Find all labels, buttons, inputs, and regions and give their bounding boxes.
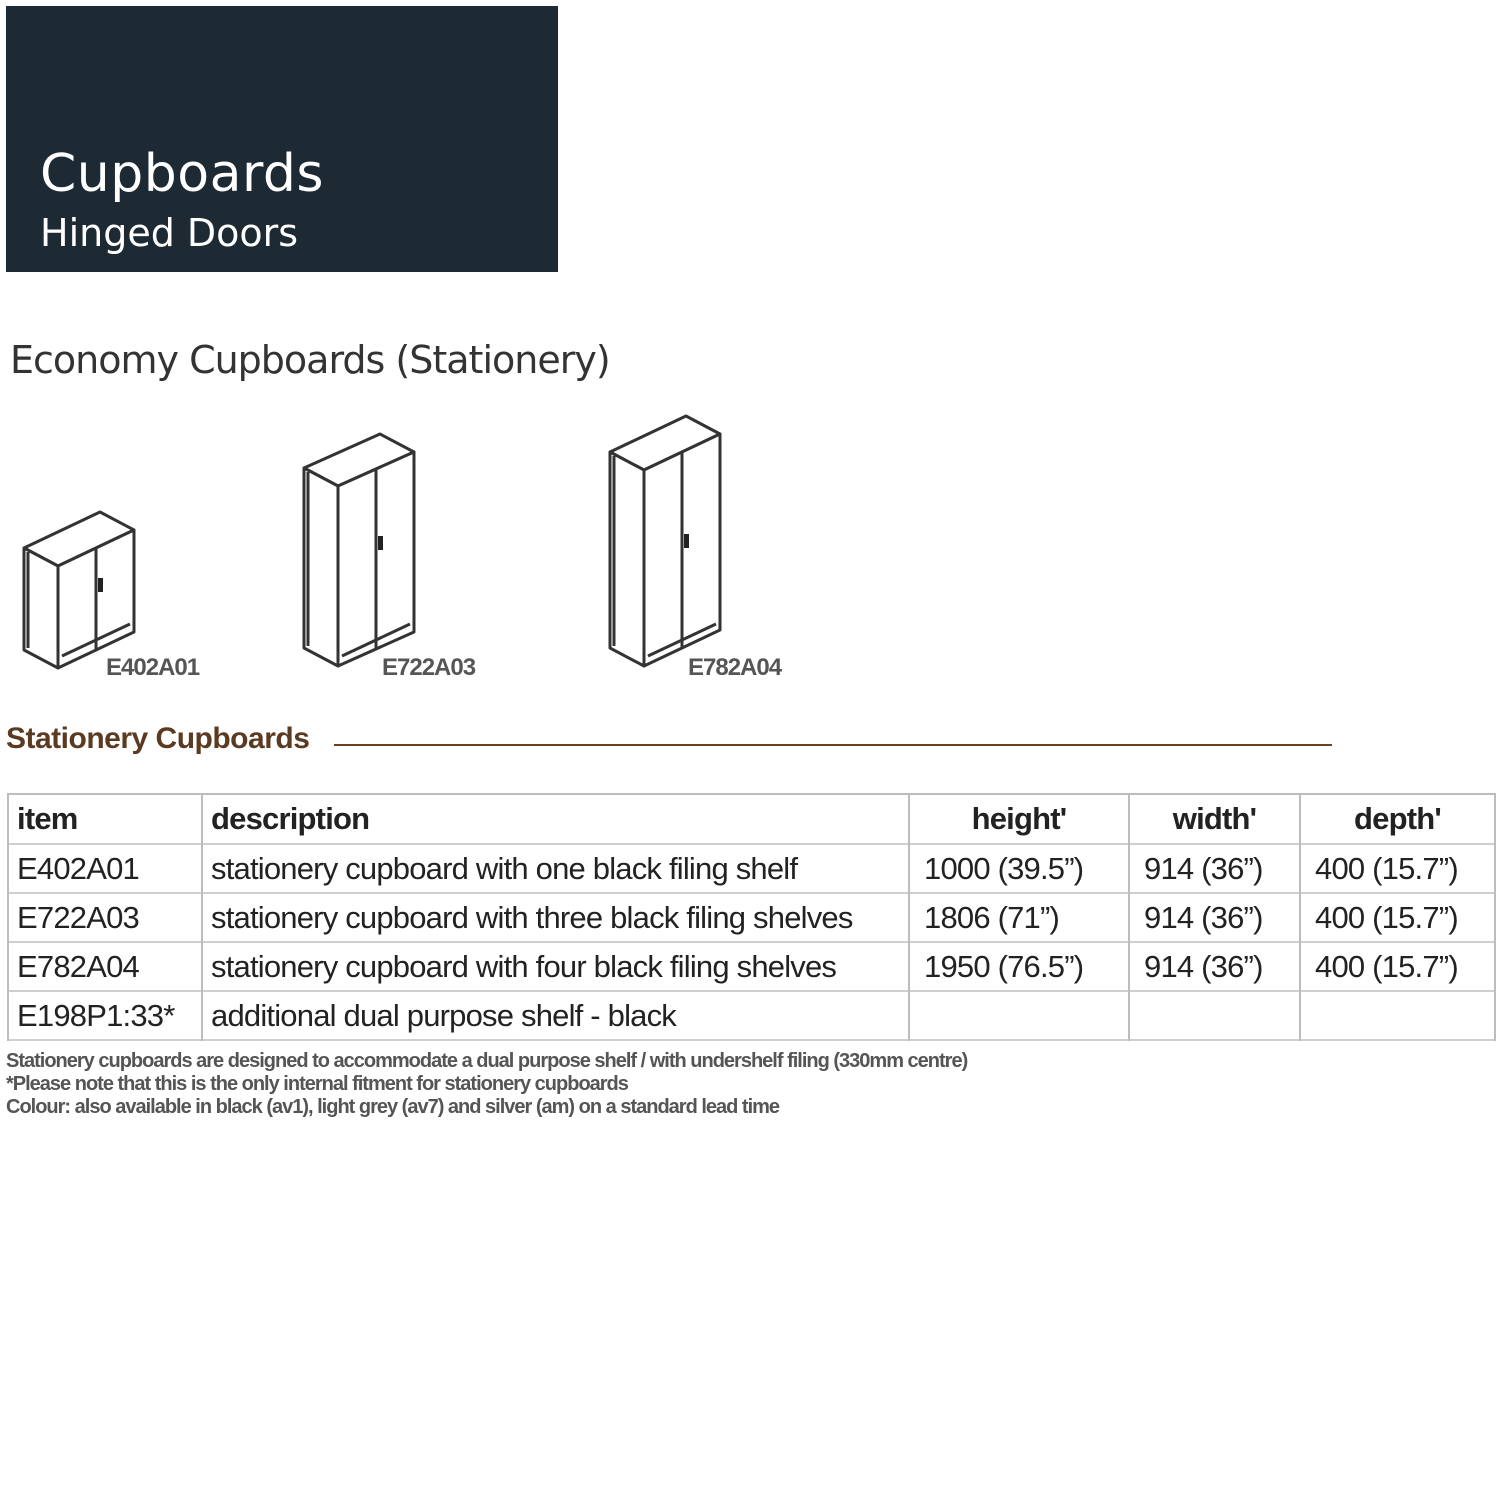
footnote: *Please note that this is the only internal fitment for stationery cupboards [6,1073,628,1095]
table-row [8,991,1495,1040]
item-code-cell: E782A04 [8,942,202,991]
section-heading: Economy Cupboards (Stationery) [10,338,610,382]
product-illustration-e402a01 [20,508,140,670]
spec-table [7,793,1496,1041]
cupboard-low-icon [20,508,140,670]
height-cell: 1806 (71”) [909,893,1129,942]
width-cell: 914 (36”) [1129,844,1300,893]
footnote: Colour: also available in black (av1), light grey (av7) and silver (am) on a standard lead time [6,1096,780,1118]
column-header: item [8,794,202,844]
product-illustration-e782a04 [606,412,726,670]
product-illustration-e722a03 [300,430,420,670]
page-title: Cupboards [40,144,325,204]
footnotes [6,1050,967,1119]
height-cell [909,991,1129,1040]
header-banner [6,6,558,272]
product-code-label: E782A04 [688,654,782,681]
table-section-title: Stationery Cupboards [6,722,310,755]
description-cell: stationery cupboard with three black filing shelves [202,893,909,942]
depth-cell: 400 (15.7”) [1300,844,1495,893]
table-row [8,844,1495,893]
description-cell: stationery cupboard with four black filing shelves [202,942,909,991]
depth-cell: 400 (15.7”) [1300,942,1495,991]
item-code-cell: E198P1:33* [8,991,202,1040]
column-header: depth' [1300,794,1495,844]
depth-cell [1300,991,1495,1040]
depth-cell: 400 (15.7”) [1300,893,1495,942]
page-subtitle: Hinged Doors [40,211,299,255]
width-cell: 914 (36”) [1129,893,1300,942]
width-cell [1129,991,1300,1040]
cupboard-tall-icon [300,430,420,670]
width-cell: 914 (36”) [1129,942,1300,991]
item-code-cell: E722A03 [8,893,202,942]
table-header-row [8,794,1495,844]
column-header: description [202,794,909,844]
cupboard-tallest-icon [606,412,726,670]
table-row [8,942,1495,991]
height-cell: 1000 (39.5”) [909,844,1129,893]
column-header: width' [1129,794,1300,844]
product-code-label: E722A03 [382,654,476,681]
product-code-label: E402A01 [106,654,200,681]
column-header: height' [909,794,1129,844]
height-cell: 1950 (76.5”) [909,942,1129,991]
table-row [8,893,1495,942]
description-cell: additional dual purpose shelf - black [202,991,909,1040]
description-cell: stationery cupboard with one black filing shelf [202,844,909,893]
section-divider [334,744,1332,746]
item-code-cell: E402A01 [8,844,202,893]
footnote: Stationery cupboards are designed to accommodate a dual purpose shelf / with undershelf filing (330mm centre) [6,1050,968,1072]
